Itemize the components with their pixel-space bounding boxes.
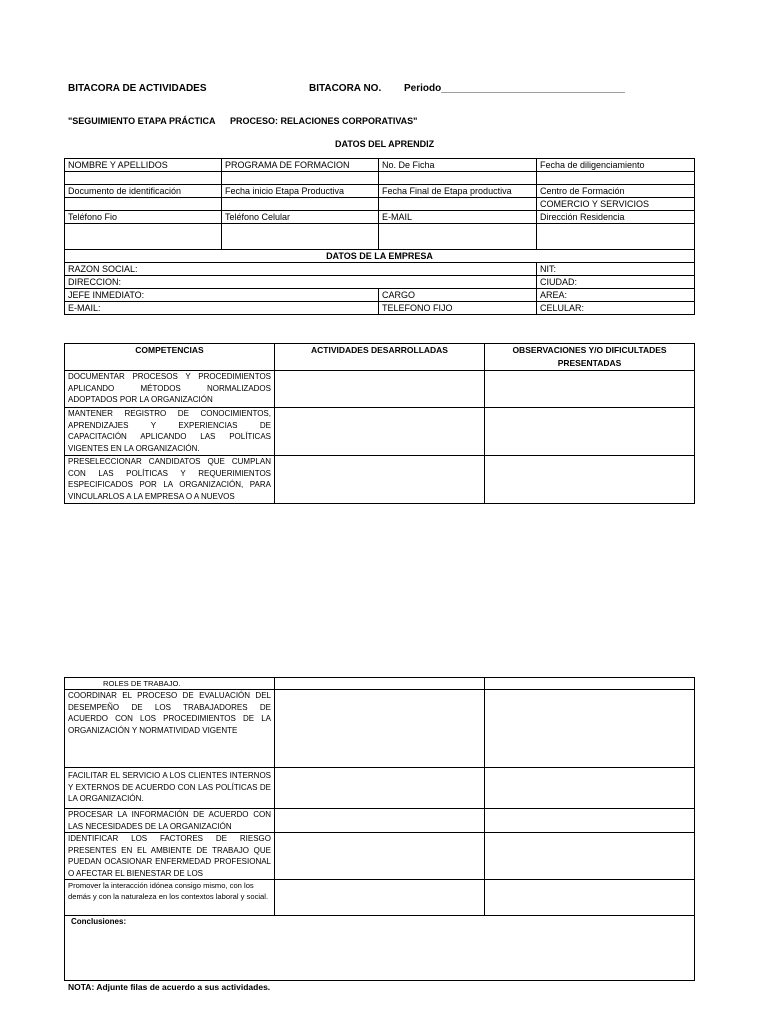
section-title-aprendiz: DATOS DEL APRENDIZ — [335, 139, 435, 149]
header-competencias: COMPETENCIAS — [65, 344, 275, 371]
input-email[interactable] — [379, 224, 537, 250]
input-direccion[interactable] — [537, 224, 695, 250]
rol-actividad-cell[interactable] — [275, 690, 485, 768]
observacion-cell[interactable] — [485, 408, 695, 456]
section-title-empresa: DATOS DE LA EMPRESA — [65, 250, 695, 263]
field-nit[interactable]: NIT: — [537, 263, 695, 276]
conclusiones-field[interactable]: Conclusiones: — [65, 916, 695, 981]
document-title: BITACORA DE ACTIVIDADES — [68, 83, 207, 94]
field-celular-empresa[interactable]: CELULAR: — [537, 302, 695, 315]
competencia-item: PRESELECCIONAR CANDIDATOS QUE CUMPLAN CON LAS POLÍTICAS Y REQUERIMIENTOS ESPECIFICADOS POR LA ORGANIZACIÓN, PARA VINCULARLOS A LA EMPRESA O A NUEVOS — [65, 456, 275, 504]
competencia-item: MANTENER REGISTRO DE CONOCIMIENTOS, APRENDIZAJES Y EXPERIENCIAS DE CAPACITACIÓN APLICANDO LAS POLÍTICAS VIGENTES EN LA ORGANIZACIÓN. — [65, 408, 275, 456]
label-ficha: No. De Ficha — [379, 159, 537, 172]
periodo-field[interactable]: Periodo_________________________________ — [404, 83, 625, 94]
input-fecha-final[interactable] — [379, 198, 537, 211]
field-ciudad[interactable]: CIUDAD: — [537, 276, 695, 289]
label-direccion: Dirección Residencia — [537, 211, 695, 224]
rol-item: FACILITAR EL SERVICIO A LOS CLIENTES INTERNOS Y EXTERNOS DE ACUERDO CON LAS POLÍTICAS DE LA ORGANIZACIÓN. — [65, 768, 275, 809]
label-telefono-fijo: Teléfono Fio — [65, 211, 222, 224]
label-programa: PROGRAMA DE FORMACION — [222, 159, 379, 172]
rol-item: COORDINAR EL PROCESO DE EVALUACIÓN DEL DESEMPEÑO DE LOS TRABAJADORES DE ACUERDO CON LOS PROCEDIMIENTOS DE LA ORGANIZACIÓN Y NORMATIVIDAD VIGENTE — [65, 690, 275, 768]
observacion-cell[interactable] — [485, 371, 695, 408]
rol-observacion-cell[interactable] — [485, 768, 695, 809]
rol-actividad-cell[interactable] — [275, 809, 485, 833]
field-email-empresa[interactable]: E-MAIL: — [65, 302, 379, 315]
rol-item: Promover la interacción idónea consigo mismo, con los demás y con la naturaleza en los contextos laboral y social. — [65, 880, 275, 916]
rol-observacion-cell[interactable] — [485, 809, 695, 833]
rol-observacion-cell[interactable] — [485, 833, 695, 880]
input-telefono-celular[interactable] — [222, 224, 379, 250]
rol-item: IDENTIFICAR LOS FACTORES DE RIESGO PRESENTES EN EL AMBIENTE DE TRABAJO QUE PUEDAN OCASIONAR ENFERMEDAD PROFESIONAL O AFECTAR EL BIENESTAR DE LOS — [65, 833, 275, 880]
subtitle-etapa: "SEGUIMIENTO ETAPA PRÁCTICA — [68, 116, 216, 126]
header-roles: ROLES DE TRABAJO. — [65, 678, 275, 690]
input-ficha[interactable] — [379, 172, 537, 185]
label-telefono-celular: Teléfono Celular — [222, 211, 379, 224]
nota-text: NOTA: Adjunte filas de acuerdo a sus actividades. — [68, 982, 271, 992]
label-fecha-inicio: Fecha inicio Etapa Productiva — [222, 185, 379, 198]
value-centro[interactable]: COMERCIO Y SERVICIOS — [537, 198, 695, 211]
rol-actividad-cell[interactable] — [275, 833, 485, 880]
rol-actividad-cell[interactable] — [275, 880, 485, 916]
label-centro: Centro de Formación — [537, 185, 695, 198]
input-programa[interactable] — [222, 172, 379, 185]
aprendiz-table — [64, 158, 695, 315]
competencias-table — [64, 343, 695, 504]
field-direccion[interactable]: DIRECCION: — [65, 276, 537, 289]
input-telefono-fijo[interactable] — [65, 224, 222, 250]
input-fecha-inicio[interactable] — [222, 198, 379, 211]
input-documento[interactable] — [65, 198, 222, 211]
label-email: E-MAIL — [379, 211, 537, 224]
header-observaciones: OBSERVACIONES Y/O DIFICULTADES PRESENTADAS — [485, 344, 695, 371]
label-nombre: NOMBRE Y APELLIDOS — [65, 159, 222, 172]
field-cargo[interactable]: CARGO — [379, 289, 537, 302]
observacion-cell[interactable] — [485, 456, 695, 504]
roles-header-col3 — [485, 678, 695, 690]
field-jefe[interactable]: JEFE INMEDIATO: — [65, 289, 379, 302]
label-fecha-final: Fecha Final de Etapa productiva — [379, 185, 537, 198]
roles-table — [64, 677, 695, 981]
actividad-cell[interactable] — [275, 371, 485, 408]
input-fecha-diligenciamiento[interactable] — [537, 172, 695, 185]
header-actividades: ACTIVIDADES DESARROLLADAS — [275, 344, 485, 371]
field-telefono-empresa[interactable]: TELEFONO FIJO — [379, 302, 537, 315]
competencia-item: DOCUMENTAR PROCESOS Y PROCEDIMIENTOS APLICANDO MÉTODOS NORMALIZADOS ADOPTADOS POR LA ORGANIZACIÓN — [65, 371, 275, 408]
rol-observacion-cell[interactable] — [485, 690, 695, 768]
actividad-cell[interactable] — [275, 456, 485, 504]
rol-actividad-cell[interactable] — [275, 768, 485, 809]
field-area[interactable]: AREA: — [537, 289, 695, 302]
rol-observacion-cell[interactable] — [485, 880, 695, 916]
subtitle-proceso: PROCESO: RELACIONES CORPORATIVAS" — [230, 116, 418, 126]
rol-item: PROCESAR LA INFORMACIÓN DE ACUERDO CON LAS NECESIDADES DE LA ORGANIZACIÓN — [65, 809, 275, 833]
actividad-cell[interactable] — [275, 408, 485, 456]
input-nombre[interactable] — [65, 172, 222, 185]
bitacora-number-label: BITACORA NO. — [309, 83, 382, 94]
label-documento: Documento de identificación — [65, 185, 222, 198]
label-fecha-diligenciamiento: Fecha de diligenciamiento — [537, 159, 695, 172]
field-razon-social[interactable]: RAZON SOCIAL: — [65, 263, 537, 276]
roles-header-col2 — [275, 678, 485, 690]
